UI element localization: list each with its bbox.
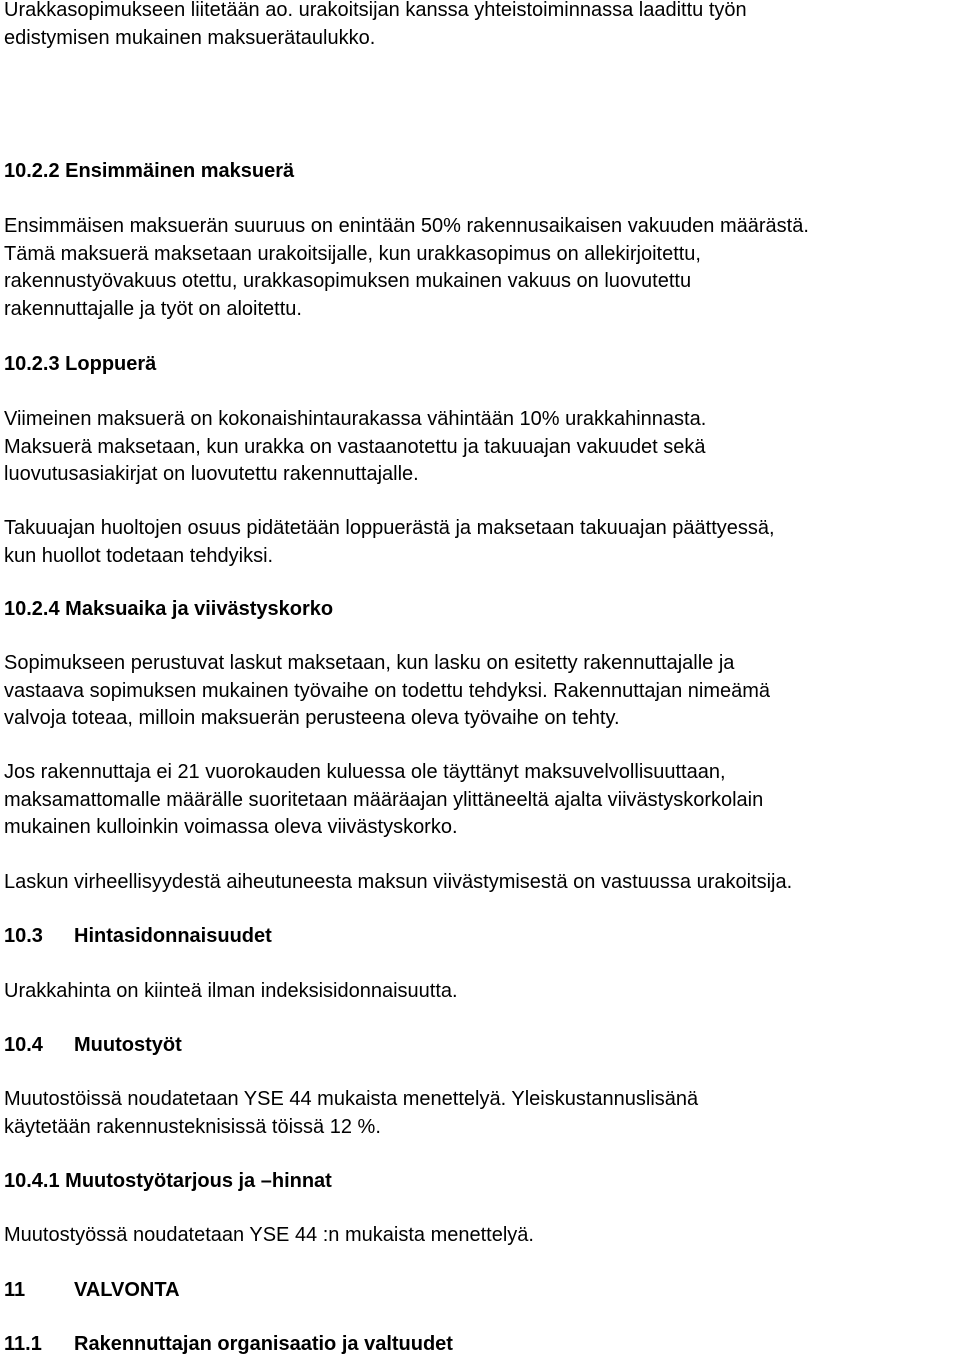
section-10-4-1-paragraph — [4, 1222, 954, 1250]
section-heading: 10.2.2 Ensimmäinen maksuerä — [4, 160, 295, 182]
paragraph-line: vastaava sopimuksen mukainen työvaihe on todettu tehdyksi. Rakennuttajan nimeämä — [4, 679, 771, 702]
section-10-2-2-heading — [4, 158, 954, 186]
intro-line: edistymisen mukainen maksuerätaulukko. — [4, 26, 376, 49]
paragraph-line: Sopimukseen perustuvat laskut maksetaan, kun lasku on esitetty rakennuttajalle ja — [4, 652, 735, 674]
paragraph-line: rakennustyövakuus otettu, urakkasopimuksen mukainen vakuus on luovutettu — [4, 270, 692, 292]
paragraph-line: käytetään rakennusteknisissä töissä 12 %. — [4, 1115, 381, 1138]
paragraph-line: valvoja toteaa, milloin maksuerän perusteena oleva työvaihe on tehty. — [4, 707, 620, 729]
intro-paragraph — [4, 0, 954, 52]
section-10-4-paragraph — [4, 1086, 954, 1141]
paragraph-line: Ensimmäisen maksuerän suuruus on enintään 50% rakennusaikaisen vakuuden määrästä. — [4, 215, 809, 237]
section-10-2-2-paragraph — [4, 213, 954, 323]
section-title: Rakennuttajan organisaatio ja valtuudet — [74, 1333, 453, 1355]
section-number: 11 — [4, 1279, 26, 1301]
section-title: Muutostyöt — [74, 1034, 182, 1056]
paragraph-line: Laskun virheellisyydestä aiheutuneesta maksun viivästymisestä on vastuussa urakoitsija. — [4, 871, 793, 893]
section-10-4-heading — [4, 1032, 954, 1060]
section-10-2-4-heading — [4, 596, 954, 624]
section-10-2-3-heading — [4, 351, 954, 379]
paragraph-line: Tämä maksuerä maksetaan urakoitsijalle, kun urakkasopimus on allekirjoitettu, — [4, 242, 701, 265]
section-11-heading — [4, 1277, 954, 1305]
paragraph-line: rakennuttajalle ja työt on aloitettu. — [4, 297, 302, 320]
section-title: VALVONTA — [74, 1279, 180, 1301]
paragraph-line: Viimeinen maksuerä on kokonaishintaurakassa vähintään 10% urakkahinnasta. — [4, 408, 707, 430]
paragraph-line: luovutusasiakirjat on luovutettu rakennuttajalle. — [4, 463, 419, 485]
paragraph-line: maksamattomalle määrälle suoritetaan määräajan ylittäneeltä ajalta viivästyskorkolain — [4, 788, 764, 811]
section-10-3-paragraph — [4, 978, 954, 1006]
paragraph-line: kun huollot todetaan tehdyiksi. — [4, 544, 274, 567]
section-10-2-4-paragraph-1 — [4, 650, 954, 733]
section-10-2-3-paragraph-2 — [4, 515, 954, 570]
section-heading: 10.2.3 Loppuerä — [4, 353, 157, 375]
paragraph-line: Muutostöissä noudatetaan YSE 44 mukaista menettelyä. Yleiskustannuslisänä — [4, 1088, 699, 1110]
section-11-1-heading — [4, 1331, 954, 1359]
section-heading: 10.2.4 Maksuaika ja viivästyskorko — [4, 598, 334, 620]
section-heading: 10.4.1 Muutostyötarjous ja –hinnat — [4, 1170, 332, 1192]
section-number: 10.4 — [4, 1034, 43, 1056]
section-10-2-3-paragraph-1 — [4, 406, 954, 489]
section-10-2-4-paragraph-2 — [4, 759, 954, 842]
intro-line: Urakkasopimukseen liitetään ao. urakoitsijan kanssa yhteistoiminnassa laadittu työn — [4, 0, 747, 21]
paragraph-line: Takuuajan huoltojen osuus pidätetään loppuerästä ja maksetaan takuuajan päättyessä, — [4, 517, 775, 539]
section-10-2-4-paragraph-3 — [4, 869, 954, 897]
paragraph-line: Muutostyössä noudatetaan YSE 44 :n mukaista menettelyä. — [4, 1224, 534, 1246]
section-number: 10.3 — [4, 925, 43, 947]
section-title: Hintasidonnaisuudet — [74, 925, 272, 947]
paragraph-line: Maksuerä maksetaan, kun urakka on vastaanotettu ja takuuajan vakuudet sekä — [4, 435, 706, 458]
section-10-4-1-heading — [4, 1168, 954, 1196]
paragraph-line: Jos rakennuttaja ei 21 vuorokauden kuluessa ole täyttänyt maksuvelvollisuuttaan, — [4, 761, 726, 783]
section-10-3-heading — [4, 923, 954, 951]
paragraph-line: Urakkahinta on kiinteä ilman indeksisidonnaisuutta. — [4, 980, 458, 1002]
paragraph-line: mukainen kulloinkin voimassa oleva viivästyskorko. — [4, 816, 458, 838]
section-number: 11.1 — [4, 1333, 42, 1355]
